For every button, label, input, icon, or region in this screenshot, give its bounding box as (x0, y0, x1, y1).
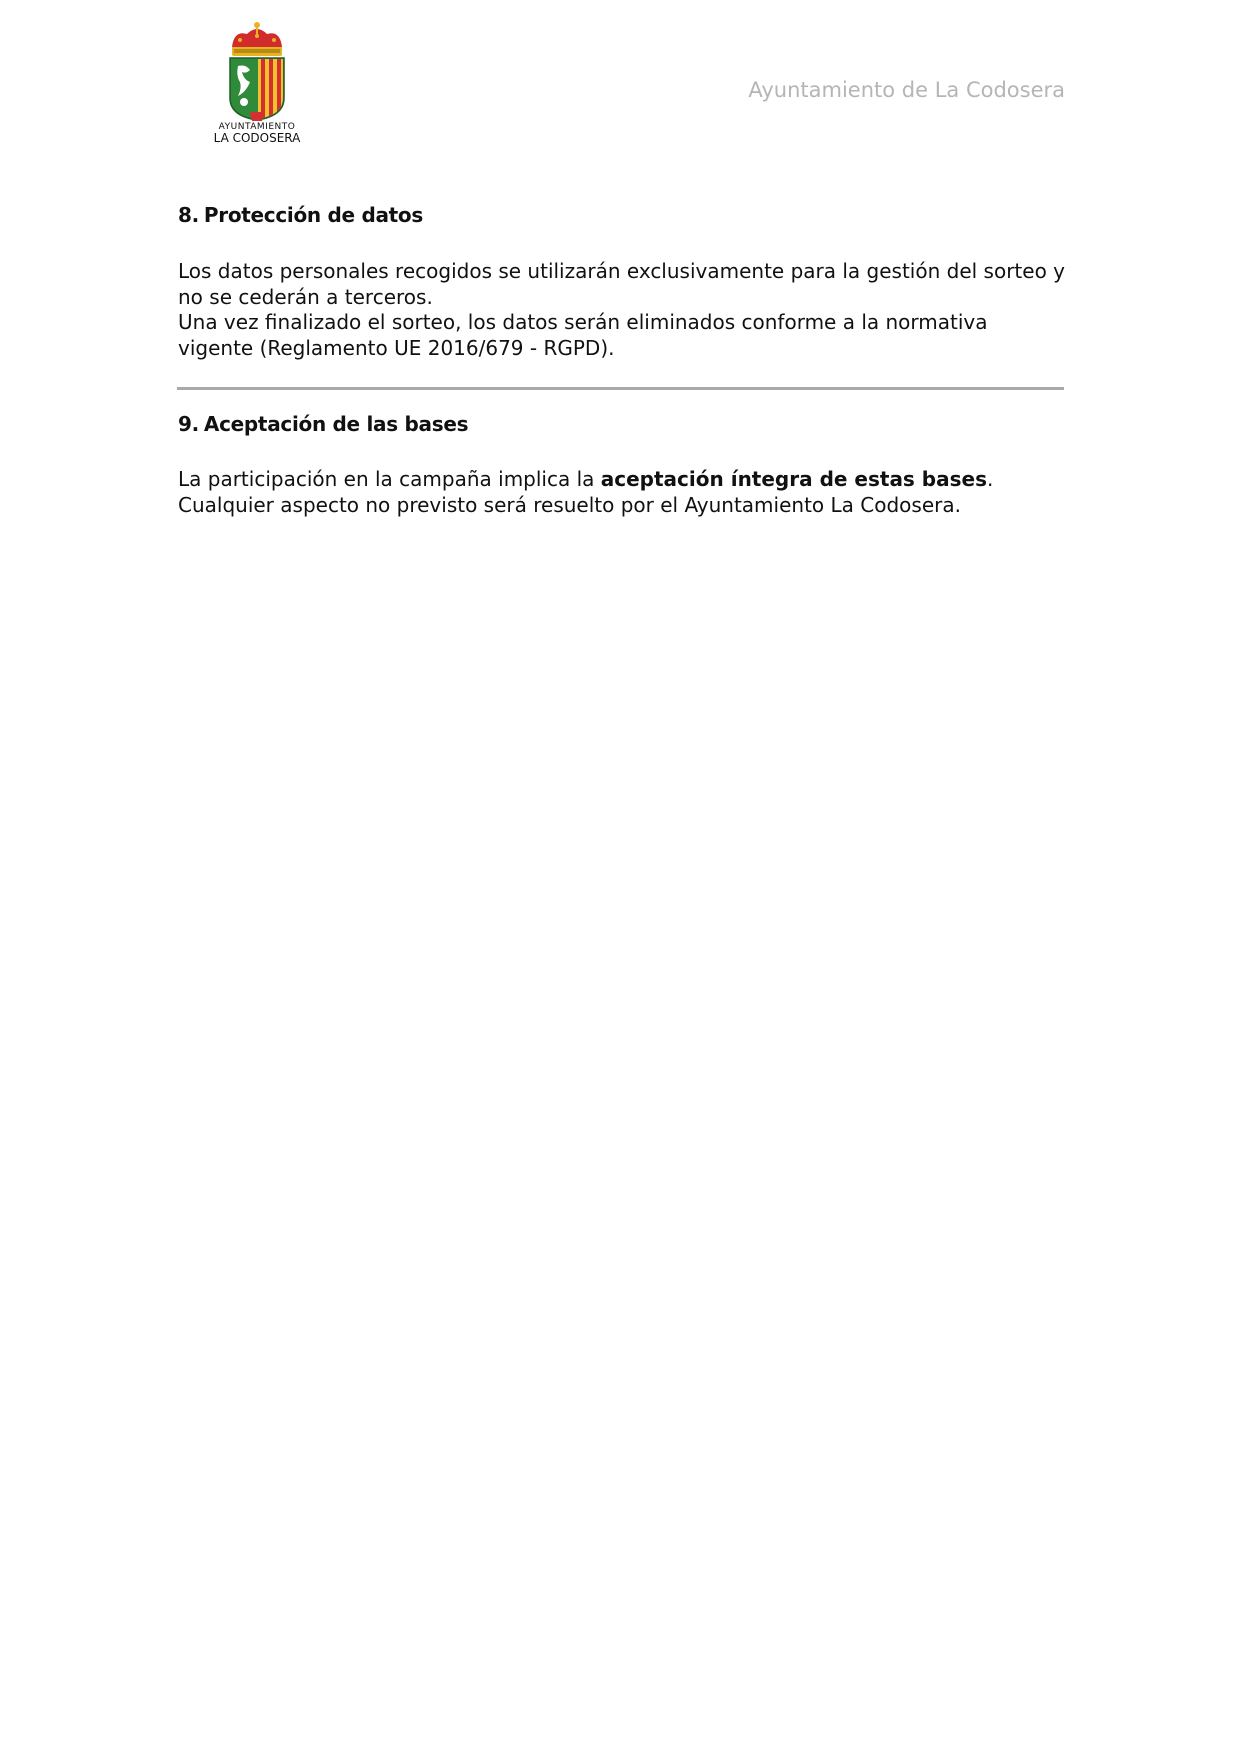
section-9-body (178, 467, 1088, 518)
section-9-line-1 (178, 467, 1088, 493)
section-8-line-2: no se cederán a terceros. (178, 284, 433, 309)
section-8-line-3: Una vez finalizado el sorteo, los datos serán eliminados conforme a la normativa (178, 310, 988, 334)
logo-caption-top: AYUNTAMIENTO (218, 122, 296, 132)
section-9-heading (178, 412, 468, 436)
section-8-number: 8. (178, 203, 199, 227)
logo-caption-bottom: LA CODOSERA (213, 131, 301, 145)
section-8-line-1: Los datos personales recogidos se utilizarán exclusivamente para la gestión del sorteo y (178, 259, 1065, 283)
section-8-title: Protección de datos (203, 203, 423, 227)
section-9-line-2: Cualquier aspecto no previsto será resuelto por el Ayuntamiento La Codosera. (178, 492, 961, 517)
section-9-line-1-prefix: La participación en la campaña implica la (178, 467, 601, 491)
section-8-line-4: vigente (Reglamento UE 2016/679 - RGPD). (178, 335, 615, 360)
shield-icon (230, 58, 284, 121)
section-9-number: 9. (178, 412, 199, 436)
section-9-title: Aceptación de las bases (203, 412, 469, 436)
section-8-body (178, 259, 1088, 361)
section-divider (177, 387, 1064, 390)
header-organization-name: Ayuntamiento de La Codosera (748, 78, 1065, 102)
section-9-line-1-bold: aceptación íntegra de estas bases (600, 467, 987, 491)
crown-icon (232, 22, 282, 56)
section-9-line-1-suffix: . (987, 467, 994, 491)
section-8-heading (178, 203, 423, 227)
